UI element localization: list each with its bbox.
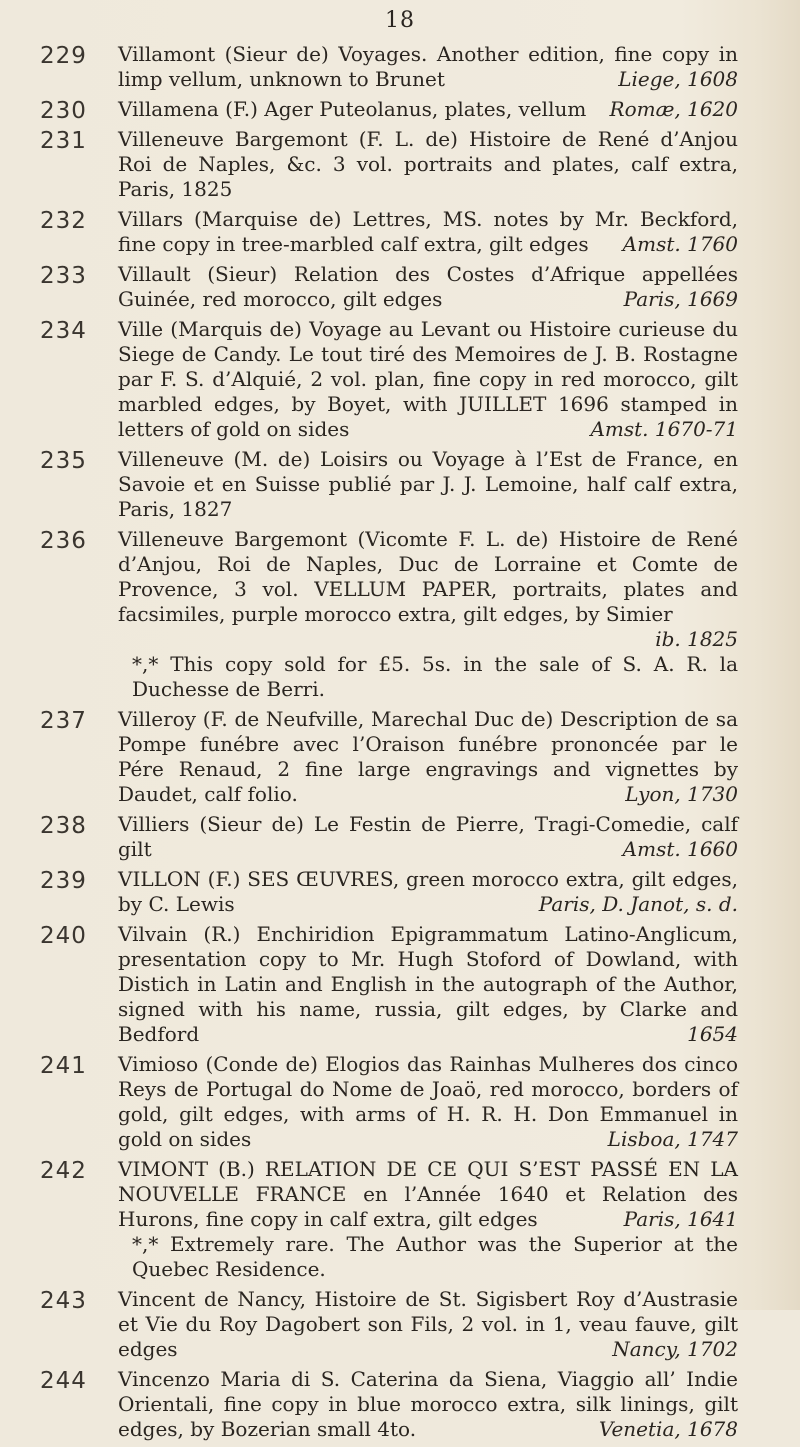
lot-imprint: Romæ, 1620	[609, 97, 738, 121]
entry-list	[0, 42, 800, 1447]
lot-imprint: Lisboa, 1747	[607, 1127, 738, 1151]
list-item	[0, 1367, 800, 1442]
lot-title: Villamena (F.) Ager Puteolanus, plates, vellum	[118, 97, 587, 121]
lot-description	[118, 262, 738, 312]
lot-title: Villiers (Sieur de) Le Festin de Pierre, Tragi-Comedie, calf gilt	[118, 812, 738, 861]
lot-imprint: Nancy, 1702	[612, 1337, 738, 1361]
list-item	[0, 1052, 800, 1152]
list-item	[0, 1287, 800, 1362]
lot-imprint: Lyon, 1730	[625, 782, 738, 806]
lot-title: Vincent de Nancy, Histoire de St. Sigisbert Roy d’Austrasie et Vie du Roy Dagobert son Fils, 2 vol. in 1, veau fauve, gilt edges	[118, 1287, 738, 1361]
lot-description	[118, 1367, 738, 1442]
list-item	[0, 527, 800, 702]
lot-title: Villeneuve Bargemont (F. L. de) Histoire de René d’Anjou Roi de Naples, &c. 3 vol. portraits and plates, calf extra, Paris, 1825	[118, 127, 738, 201]
list-item	[0, 812, 800, 862]
lot-imprint: Venetia, 1678	[598, 1417, 738, 1441]
lot-number: 235	[40, 448, 87, 474]
lot-title: Villeneuve Bargemont (Vicomte F. L. de) Histoire de René d’Anjou, Roi de Naples, Duc de Lorraine et Comte de Provence, 3 vol. VELLUM PAPER, portraits, plates and facsimiles, purple morocco extra, gilt edges, by Simier	[118, 527, 738, 626]
lot-description	[118, 317, 738, 442]
lot-title: Vimioso (Conde de) Elogios das Rainhas Mulheres dos cinco Reys de Portugal do Nome de Joaö, red morocco, borders of gold, gilt edges, with arms of H. R. H. Don Emmanuel in gold on sides	[118, 1052, 738, 1151]
lot-title: Villault (Sieur) Relation des Costes d’Afrique appellées Guinée, red morocco, gilt edges	[118, 262, 738, 311]
lot-number: 232	[40, 208, 87, 234]
lot-title: Villeneuve (M. de) Loisirs ou Voyage à l’Est de France, en Savoie et en Suisse publié par J. J. Lemoine, half calf extra, Paris, 1827	[118, 447, 738, 521]
lot-title: VILLON (F.) SES ŒUVRES, green morocco extra, gilt edges, by C. Lewis	[118, 867, 738, 916]
lot-imprint: Paris, D. Janot, s. d.	[538, 892, 738, 916]
lot-imprint: Paris, 1669	[623, 287, 738, 311]
list-item	[0, 42, 800, 92]
list-item	[0, 867, 800, 917]
lot-description	[118, 527, 738, 652]
list-item	[0, 262, 800, 312]
lot-imprint: Amst. 1760	[622, 232, 738, 256]
lot-description	[118, 447, 738, 522]
lot-title: Villamont (Sieur de) Voyages. Another edition, fine copy in limp vellum, unknown to Brunet	[118, 42, 738, 91]
lot-note: *,* This copy sold for £5. 5s. in the sale of S. A. R. la Duchesse de Berri.	[132, 652, 738, 701]
lot-number: 237	[40, 708, 87, 734]
lot-description	[118, 97, 738, 122]
lot-number: 234	[40, 318, 87, 344]
lot-number: 231	[40, 128, 87, 154]
lot-number: 239	[40, 868, 87, 894]
lot-title: VIMONT (B.) RELATION DE CE QUI S’EST PASSÉ EN LA NOUVELLE FRANCE en l’Année 1640 et Relation des Hurons, fine copy in calf extra, gilt edges	[118, 1157, 738, 1231]
lot-description	[118, 1052, 738, 1152]
lot-number: 233	[40, 263, 87, 289]
lot-number: 229	[40, 43, 87, 69]
lot-description	[118, 207, 738, 257]
lot-description	[118, 1157, 738, 1232]
lot-number: 242	[40, 1158, 87, 1184]
lot-description	[118, 867, 738, 917]
lot-number: 230	[40, 98, 87, 124]
lot-description	[118, 812, 738, 862]
lot-title: Villars (Marquise de) Lettres, MS. notes by Mr. Beckford, fine copy in tree-marbled calf extra, gilt edges	[118, 207, 738, 256]
list-item	[0, 97, 800, 122]
lot-imprint: 1654	[687, 1022, 738, 1046]
list-item	[0, 127, 800, 202]
lot-number: 236	[40, 528, 87, 554]
lot-description	[118, 1287, 738, 1362]
lot-number: 240	[40, 923, 87, 949]
lot-imprint: Paris, 1641	[623, 1207, 738, 1231]
lot-number: 241	[40, 1053, 87, 1079]
page-number: 18	[385, 8, 415, 33]
lot-title: Villeroy (F. de Neufville, Marechal Duc de) Description de sa Pompe funébre avec l’Oraison funébre prononcée par le Pére Renaud, 2 fine large engravings and vignettes by Daudet, calf folio.	[118, 707, 738, 806]
list-item	[0, 1157, 800, 1282]
lot-imprint: Amst. 1670-71	[590, 417, 738, 441]
lot-title: Ville (Marquis de) Voyage au Levant ou Histoire curieuse du Siege de Candy. Le tout tiré des Memoires de J. B. Rostagne par F. S. d’Alquié, 2 vol. plan, fine copy in red morocco, gilt marbled edges, by Boyet, with JUILLET 1696 stamped in letters of gold on sides	[118, 317, 738, 441]
lot-number: 238	[40, 813, 87, 839]
lot-description	[118, 127, 738, 202]
list-item	[0, 922, 800, 1047]
lot-imprint: ib. 1825	[655, 627, 738, 651]
list-item	[0, 447, 800, 522]
lot-number: 244	[40, 1368, 87, 1394]
lot-title: Vilvain (R.) Enchiridion Epigrammatum Latino-Anglicum, presentation copy to Mr. Hugh Stoford of Dowland, with Distich in Latin and English in the autograph of the Author, signed with his name, russia, gilt edges, by Clarke and Bedford	[118, 922, 738, 1046]
lot-imprint: Amst. 1660	[622, 837, 738, 861]
lot-description	[118, 922, 738, 1047]
lot-imprint: Liege, 1608	[618, 67, 738, 91]
lot-number: 243	[40, 1288, 87, 1314]
list-item	[0, 317, 800, 442]
list-item	[0, 207, 800, 257]
list-item	[0, 707, 800, 807]
lot-title: Vincenzo Maria di S. Caterina da Siena, Viaggio all’ Indie Orientali, fine copy in blue morocco extra, silk linings, gilt edges, by Bozerian small 4to.	[118, 1367, 738, 1441]
lot-description	[118, 42, 738, 92]
lot-note: *,* Extremely rare. The Author was the Superior at the Quebec Residence.	[132, 1232, 738, 1281]
lot-description	[118, 707, 738, 807]
